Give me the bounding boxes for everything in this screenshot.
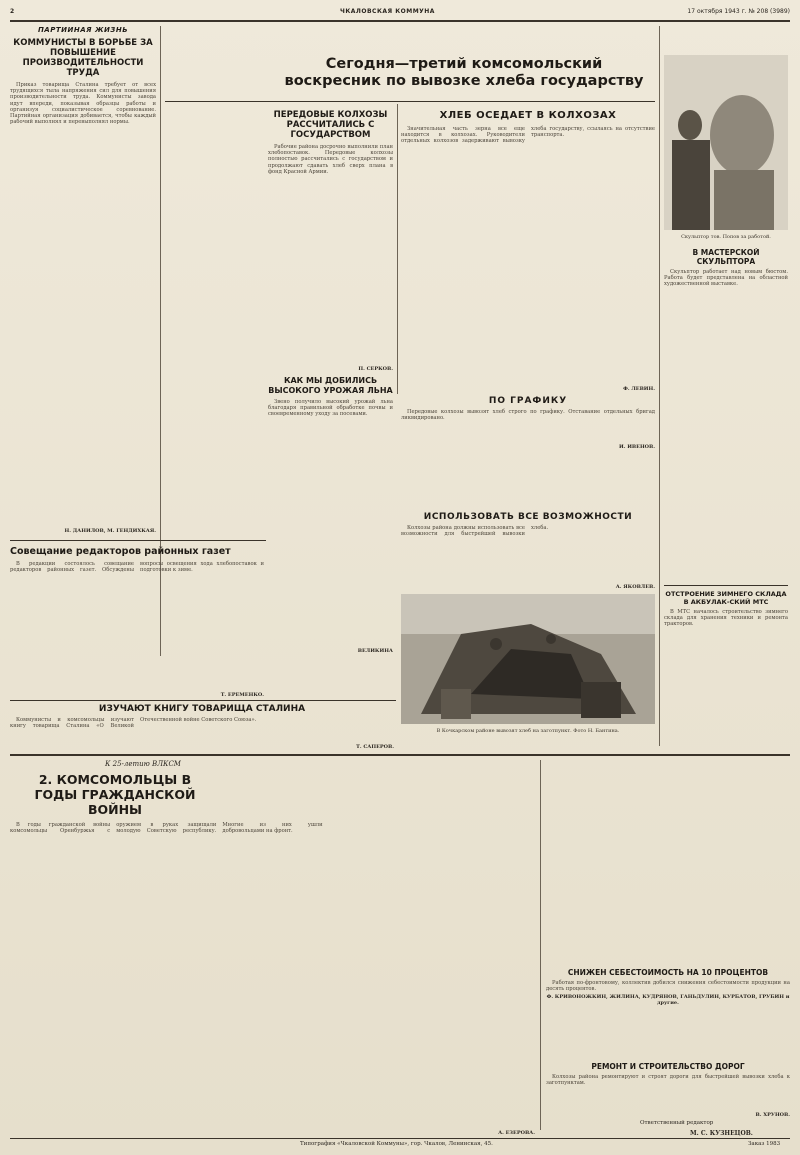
article-headline: КОММУНИСТЫ В БОРЬБЕ ЗА ПОВЫШЕНИЕ ПРОИЗВОДИТЕЛЬНОСТИ ТРУДА — [13, 38, 153, 78]
article-headline: ПО ГРАФИКУ — [488, 396, 568, 406]
article-body: Работая по-фронтовому, коллектив добился снижения себестоимости продукции на десять процентов. — [546, 980, 790, 993]
sculptor-caption: Скульптор тов. Попов за работой. — [681, 234, 771, 240]
article-body: В годы гражданской войны комсомольцы Оренбуржья с оружием в руках защищали молодую Советскую республику. Многие из них ушли добровольцами на фронт. — [10, 822, 323, 835]
footer-rule — [10, 1138, 790, 1139]
article-body: Передовые колхозы вывозят хлеб строго по графику. Отставание отдельных бригад ликвидировано. — [401, 409, 655, 422]
article-headline: ОТСТРОЕНИЕ ЗИМНЕГО СКЛАДА В АКБУЛАК-СКИЙ МТС — [665, 590, 787, 606]
harvest-photo-image — [401, 594, 655, 724]
column-divider — [540, 760, 541, 1130]
issue-date: 17 октября 1943 г. № 208 (3989) — [687, 8, 790, 15]
flax-article — [268, 376, 393, 654]
editors-meeting-article — [10, 546, 264, 698]
order-number: Заказ 1983 — [748, 1141, 781, 1147]
article-kicker: К 25-летию ВЛКСМ — [105, 760, 181, 768]
article-signature: П. СЕРКОВ. — [358, 366, 393, 372]
editor-label: Ответственный редактор — [640, 1120, 714, 1126]
sculptor-article — [664, 248, 788, 398]
article-signature: Ф. КРИВОНОЖКИН, ЖИЛИНА, КУДРЯНОВ, ГАНЬДУЛИН, КУРБАТОВ, ГРУБИН и другие. — [546, 994, 790, 1007]
lead-rule — [165, 101, 655, 102]
article-signature: Ф. ЛЕВИН. — [623, 386, 655, 392]
article-headline: 2. КОМСОМОЛЬЦЫ В ГОДЫ ГРАЖДАНСКОЙ ВОЙНЫ — [34, 772, 196, 817]
bottom-section-rule — [10, 754, 790, 756]
article-headline: ХЛЕБ ОСЕДАЕТ В КОЛХОЗАХ — [439, 110, 617, 121]
article-headline: Совещание редакторов районных газет — [10, 546, 231, 557]
column-divider — [397, 104, 398, 394]
article-body: В МТС началось строительство зимнего склада для хранения техники и ремонта тракторов. — [664, 609, 788, 628]
article-body: Звено получило высокий урожай льна благодаря правильной обработке почвы и своевременному уходу за посевами. — [268, 399, 393, 418]
editor-name: М. С. КУЗНЕЦОВ. — [690, 1130, 753, 1137]
article-headline: СНИЖЕН СЕБЕСТОИМОСТЬ НА 10 ПРОЦЕНТОВ — [567, 968, 769, 977]
section-rule — [10, 540, 266, 541]
party-life-article — [10, 26, 156, 536]
section-rule — [664, 585, 788, 586]
article-signature: Т. САПЕРОВ. — [356, 744, 394, 750]
article-signature: Н. ДАНИЛОВ, М. ГЕНДИХКАЯ. — [64, 528, 156, 534]
article-signature: А. ЕЗЕРОВА. — [498, 1130, 535, 1136]
sculptor-photo-image — [664, 55, 788, 230]
column-divider — [659, 26, 660, 746]
article-body: Приказ товарища Сталина требует от всех трудящихся тыла напряжения сил для повышения производительности труда. Коммунисты завода идут впереди, показывая образцы работы и организуя социалистическое соревнование. Партийная организация добивается, чтобы каждый рабочий выполнял и перевыполнял нормы. — [10, 82, 156, 126]
lead-headline: Сегодня—третий комсомольский воскресник по вывозке хлеба государству — [284, 56, 644, 89]
photo-caption: В Кочкарском районе вывозят хлеб на заготпункт. Фото Н. Бантина. — [436, 728, 620, 734]
newspaper-name: ЧКАЛОВСКАЯ КОММУНА — [340, 8, 435, 15]
masthead-rule — [10, 20, 790, 22]
komsomol-war-article — [10, 760, 535, 1140]
section-rule — [10, 700, 396, 701]
article-headline: ИЗУЧАЮТ КНИГУ ТОВАРИЩА СТАЛИНА — [98, 704, 306, 714]
harvest-photo — [401, 594, 655, 724]
roads-article — [546, 1062, 790, 1118]
front-kolkhozes-article — [268, 110, 393, 372]
grain-article — [401, 110, 655, 392]
printer-line: Типография «Чкаловской Коммуны», гор. Чкалов, Ленинская, 45. — [300, 1141, 493, 1147]
article-body: Рабочие района досрочно выполнили план хлебопоставок. Передовые колхозы полностью рассчитались с государством и продолжают сдавать хлеб сверх плана в фонд Красной Армии. — [268, 144, 393, 175]
article-headline: РЕМОНТ И СТРОИТЕЛЬСТВО ДОРОГ — [591, 1062, 745, 1071]
article-body: Значительная часть зерна все еще находится в колхозах. Руководители отдельных колхозов задерживают вывозку хлеба государству, ссылаясь на отсутствие транспорта. — [401, 126, 655, 145]
schedule-article — [401, 396, 655, 450]
sculptor-photo — [664, 55, 788, 230]
article-headline: КАК МЫ ДОБИЛИСЬ ВЫСОКОГО УРОЖАЯ ЛЬНА — [268, 376, 393, 395]
article-body: Колхозы района должны использовать все возможности для быстрейшей вывозки хлеба. — [401, 525, 549, 538]
rubric: ПАРТИЙНАЯ ЖИЗНЬ — [37, 26, 129, 34]
article-body: Скульптор работает над новым бюстом. Работа будет представлена на областной художественной выставке. — [664, 269, 788, 288]
masthead — [10, 6, 790, 18]
article-signature: А. ЯКОВЛЕВ. — [615, 584, 655, 590]
article-body: В редакции состоялось совещание редакторов районных газет. Обсуждены вопросы освещения хода хлебопоставок и подготовки к зиме. — [10, 561, 264, 574]
article-signature: В. ХРУНОВ. — [755, 1112, 790, 1118]
article-body: Коммунисты и комсомольцы изучают книгу товарища Сталина «О Великой Отечественной войне Советского Союза». — [10, 717, 257, 730]
article-headline: В МАСТЕРСКОЙ СКУЛЬПТОРА — [692, 248, 760, 266]
article-signature: И. ИВЕНОВ. — [618, 444, 655, 450]
winter-storage-article — [664, 590, 788, 750]
cost-reduction-article — [546, 968, 790, 1060]
stalin-book-article — [10, 704, 394, 750]
article-headline: ИСПОЛЬЗОВАТЬ ВСЕ ВОЗМОЖНОСТИ — [423, 512, 633, 522]
article-signature: Т. ЕРЕМЕНКО. — [220, 692, 264, 698]
article-signature: ВЕЛИКИНА — [357, 648, 393, 654]
article-headline: ПЕРЕДОВЫЕ КОЛХОЗЫ РАССЧИТАЛИСЬ С ГОСУДАРСТВОМ — [273, 110, 388, 140]
article-body: Колхозы района ремонтируют и строят дороги для быстрейшей вывозки хлеба к заготпунктам. — [546, 1074, 790, 1087]
page-number: 2 — [10, 8, 15, 15]
possibilities-article — [401, 512, 655, 590]
